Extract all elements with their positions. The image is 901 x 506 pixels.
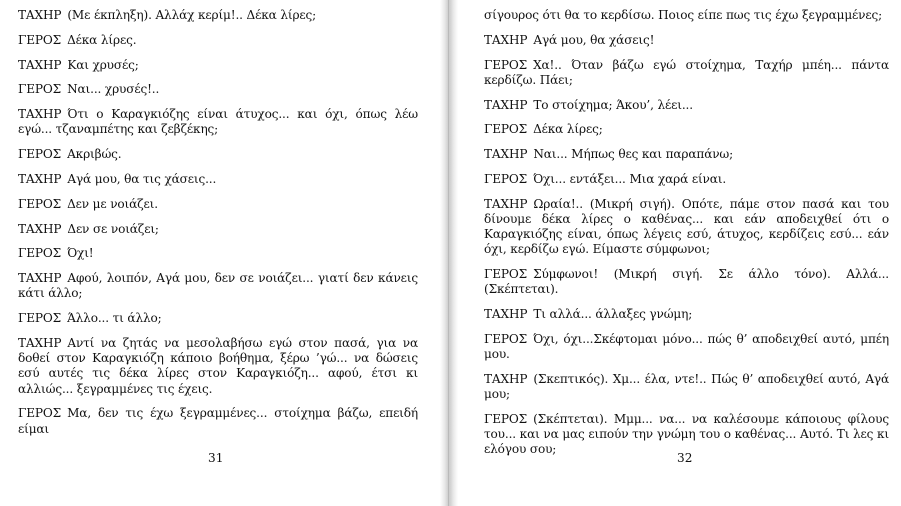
dialogue-line <box>18 222 418 237</box>
dialogue-text: (Σκέπτεται). Μμμ... να... να καλέσουμε κάποιους φίλους του... και να μας ειπούν την γνώμη του ο καθένας... Αυτό. Τι λες κι ελόγου σου; <box>484 411 889 457</box>
speaker-name: ΓΕΡΟΣ <box>18 196 62 211</box>
speaker-name: ΤΑΧΗΡ <box>484 307 528 322</box>
speaker-name: ΤΑΧΗΡ <box>18 171 62 186</box>
dialogue-line <box>18 172 418 187</box>
dialogue-text: Μα, δεν τις έχω ξεγραμμένες... στοίχημα βάζω, επειδή είμαι <box>18 406 418 436</box>
dialogue-line <box>18 197 418 212</box>
speaker-name: ΓΕΡΟΣ <box>484 411 528 426</box>
dialogue-text: Αγά μου, θα χάσεις! <box>533 32 655 47</box>
speaker-name: ΓΕΡΟΣ <box>18 32 62 47</box>
speaker-name: ΓΕΡΟΣ <box>484 171 528 186</box>
dialogue-line <box>484 172 889 187</box>
dialogue-line <box>484 332 889 362</box>
speaker-name: ΤΑΧΗΡ <box>18 8 62 22</box>
dialogue-text: (Σκεπτικός). Χμ... έλα, ντε!.. Πώς θ’ αποδειχθεί αυτό, Αγά μου; <box>484 371 889 402</box>
speaker-name: ΓΕΡΟΣ <box>484 57 528 72</box>
dialogue-line <box>18 336 418 397</box>
dialogue-text: Σύμφωνοι! (Μικρή σιγή. Σε άλλο τόνο). Αλλά... (Σκέπτεται). <box>484 267 889 297</box>
dialogue-text: Τι αλλά... άλλαξες γνώμη; <box>533 307 693 322</box>
dialogue-text: Δεν σε νοιάζει; <box>67 221 159 236</box>
gutter-divider <box>448 0 449 506</box>
dialogue-text: Όχι, όχι...Σκέφτομαι μόνο... πώς θ’ αποδειχθεί αυτό, μπέη μου. <box>484 331 889 362</box>
speaker-name: ΤΑΧΗΡ <box>18 57 62 72</box>
dialogue-line <box>484 98 889 113</box>
page-number: 32 <box>677 451 693 465</box>
dialogue-line <box>484 33 889 48</box>
dialogue-text: Και χρυσές; <box>67 57 139 72</box>
dialogue-text: Χα!.. Όταν βάζω εγώ στοίχημα, Ταχήρ μπέη... πάντα κερδίζω. Πάει; <box>484 57 889 87</box>
speaker-name: ΓΕΡΟΣ <box>18 311 62 326</box>
dialogue-line <box>484 307 889 322</box>
dialogue-text: Δέκα λίρες. <box>67 32 137 47</box>
dialogue-line <box>18 406 418 436</box>
speaker-name: ΓΕΡΟΣ <box>18 82 62 97</box>
dialogue-text: Δεν με νοιάζει. <box>67 196 158 211</box>
dialogue-line <box>484 267 889 297</box>
speaker-name: ΤΑΧΗΡ <box>18 221 62 236</box>
dialogue-text: Άλλο... τι άλλο; <box>67 311 162 326</box>
dialogue-text: Ότι ο Καραγκιόζης είναι άτυχος... και όχι, όπως λέω εγώ... τζαναμπέτης και ζεβζέκης; <box>18 107 418 137</box>
book-gutter <box>440 0 458 506</box>
dialogue-line <box>484 197 889 258</box>
dialogue-text: Το στοίχημα; Άκου’, λέει... <box>533 97 693 112</box>
dialogue-line <box>18 271 418 301</box>
dialogue-text: Όχι! <box>67 246 94 261</box>
speaker-name: ΤΑΧΗΡ <box>484 196 528 211</box>
right-page-text <box>484 8 889 467</box>
dialogue-line <box>484 147 889 162</box>
dialogue-text: Ναι... Μήπως θες και παραπάνω; <box>533 147 734 162</box>
speaker-name: ΓΕΡΟΣ <box>484 267 528 282</box>
left-page <box>0 0 440 506</box>
dialogue-text: Ακριβώς. <box>67 147 122 162</box>
dialogue-line <box>18 311 418 326</box>
dialogue-text: (Με έκπληξη). Αλλάχ κερίμ!.. Δέκα λίρες; <box>67 8 317 22</box>
dialogue-line <box>18 107 418 137</box>
speaker-name: ΓΕΡΟΣ <box>18 147 62 162</box>
dialogue-line <box>18 8 418 23</box>
speaker-name: ΤΑΧΗΡ <box>484 97 528 112</box>
dialogue-text: Αγά μου, θα τις χάσεις... <box>67 171 217 186</box>
dialogue-line <box>484 122 889 137</box>
dialogue-text: Όχι... εντάξει... Μια χαρά είναι. <box>533 171 727 186</box>
speaker-name: ΤΑΧΗΡ <box>18 271 62 286</box>
speaker-name: ΤΑΧΗΡ <box>484 147 528 162</box>
dialogue-line <box>484 8 889 23</box>
page-number: 31 <box>208 451 224 465</box>
dialogue-text: Δέκα λίρες; <box>533 122 603 137</box>
dialogue-line <box>18 246 418 261</box>
speaker-name: ΓΕΡΟΣ <box>484 331 528 346</box>
dialogue-text: σίγουρος ότι θα το κερδίσω. Ποιος είπε πως τις έχω ξεγραμμένες; <box>484 8 883 22</box>
speaker-name: ΓΕΡΟΣ <box>18 406 62 421</box>
right-page <box>458 0 901 506</box>
dialogue-line <box>18 33 418 48</box>
dialogue-line <box>484 372 889 402</box>
left-page-text <box>18 8 418 446</box>
speaker-name: ΤΑΧΗΡ <box>18 335 62 350</box>
dialogue-line <box>484 58 889 88</box>
dialogue-line <box>18 58 418 73</box>
dialogue-line <box>18 82 418 97</box>
speaker-name: ΤΑΧΗΡ <box>18 107 62 122</box>
dialogue-text: Ναι... χρυσές!.. <box>67 82 160 97</box>
dialogue-text: Αντί να ζητάς να μεσολαβήσω εγώ στον πασά, για να δοθεί στον Καραγκιόζη κάποιο βοήθημα, ξέρω ’γώ... να δώσεις εσύ αυτές τις δέκα λίρες στον Καραγκιόζη... αφού, έτσι κι αλλιώς... ξεγραμμένες τις έχεις. <box>18 335 418 396</box>
speaker-name: ΤΑΧΗΡ <box>484 371 528 386</box>
dialogue-text: Αφού, λοιπόν, Αγά μου, δεν σε νοιάζει... γιατί δεν κάνεις κάτι άλλο; <box>18 271 418 301</box>
dialogue-line <box>18 147 418 162</box>
speaker-name: ΓΕΡΟΣ <box>18 246 62 261</box>
speaker-name: ΓΕΡΟΣ <box>484 122 528 137</box>
speaker-name: ΤΑΧΗΡ <box>484 32 528 47</box>
dialogue-text: Ωραία!.. (Μικρή σιγή). Οπότε, πάμε στον πασά και του δίνουμε δέκα λίρες ο καθένας... και εάν αποδειχθεί ότι ο Καραγκιόζης είναι, όπως λέγεις εσύ, άτυχος, κερδίζεις εσύ... εάν όχι, κερδίζω εγώ. Είμαστε σύμφωνοι; <box>484 196 889 257</box>
